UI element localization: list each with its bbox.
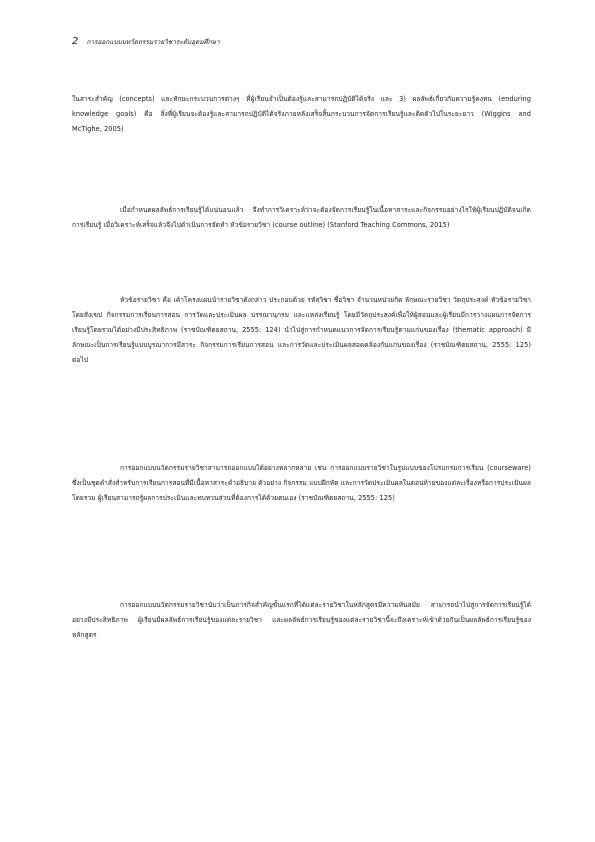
running-title: การออกแบบบทวัตถรรมรายวิชาระดับอุดมศึกษา [86, 38, 220, 46]
paragraph-course-outline: หัวข้อรายวิชา คือ เค้าโครงแผนนำรายวิชาดังกล่าว ประกอบด้วย รหัสวิชา ชื่อวิชา จำนวนหน่วยกิต ลักษณะรายวิชา วัตถุประสงค์ หัวข้อรายวิชาโดยสังเขป กิจกรรมการเรียนการสอน การวัดและประเมินผล บรรณานุกรม และแหล่งเรียนรู้ โดยมีวัตถุประสงค์เพื่อให้ผู้สอนและผู้เรียนมีการวางแผนการจัดการเรียนรู้โดยรวมได้อย่างมีประสิทธิภาพ (ราชบัณฑิตยสถาน, 2555: 124) นำไปสู่การกำหนดแนวการจัดการเรียนรู้ตามแก่นของเรื่อง (thematic approach) มีลักษณะเป็นการเรียนรู้แบบบูรณาการมีสาระ กิจกรรมการเรียนการสอน และการวัดและประเมินผลสอดคล้องกันแก่นของเรื่อง (ราชบัณฑิตยสถาน, 2555: 125) ต่อไป [72, 296, 531, 364]
page-header [72, 37, 532, 47]
paragraph-course-innovation: การออกแบบนวัตกรรมรายวิชานับว่าเป็นภารกิจสำคัญขั้นแรกที่ได้แต่ละรายวิชาในหลักสูตรมีความทันสมัย สามารถนำไปสู่การจัดการเรียนรู้ได้อย่างมีประสิทธิภาพ ผู้เรียนมีผลลัพธ์การเรียนรู้ของแต่ละรายวิชา และผลลัพธ์การเรียนรู้ของแต่ละรายวิชานี้จะถึงเคราะห์เข้าด้วยกันเป็นผลลัพธ์การเรียนรู้ของหลักสูตร [72, 601, 531, 639]
paragraph-concepts: ในสาระสำคัญ (concepts) และทักษะกระบวนการต่างๆ ที่ผู้เรียนจำเป็นต้องรู้และสามารถปฏิบัติได้จริง และ 3) ผลลัพธ์เกี่ยวกับความรู้คงทน (enduring knowledge goals) คือ สิ่งที่ผู้เรียนจะต้องรู้และสามารถปฏิบัติได้จริงภายหลังเสร็จสิ้นกระบวนการจัดการเรียนรู้และติดตัวไปในระยะยาว (Wiggins and McTighe, 2005) [72, 95, 531, 133]
paragraph-learning-outcomes: เมื่อกำหนดผลลัพธ์การเรียนรู้ได้แน่นอนแล้ว จึงทำการวิเคราะห์ว่าจะต้องจัดการเรียนรู้ในเนื้อหาสาระและกิจกรรมอย่างไรให้ผู้เรียนปฏิบัติจนเกิดการเรียนรู้ เมื่อวิเคราะห์เสร็จแล้วจึงไปดำเนินการจัดทำ หัวข้อรายวิชา (course outline) (Stanford Teaching Commons, 2015) [72, 206, 531, 229]
page-number: 2 [72, 36, 79, 47]
paragraph-courseware: การออกแบบนวัตกรรมรายวิชาสามารถออกแบบได้อย่างหลากหลาย เช่น การออกแบบรายวิชาในรูปแบบของโปรแกรมการเรียน (courseware) ซึ่งเป็นชุดคำสั่งสำหรับการเรียนการสอนที่มีเนื้อหาสาระคำอธิบาย ตัวอย่าง กิจกรรม แบบฝึกหัด และการวัดประเมินผลในตอนท้ายของแต่ละเรื่องหรือการประเมินผลโดยรวม ผู้เรียนสามารถรู้ผลการประเมินและทบทวนส่วนที่ต้องการได้ด้วยตนเอง (ราชบัณฑิตยสถาน, 2555: 125) [72, 464, 531, 502]
